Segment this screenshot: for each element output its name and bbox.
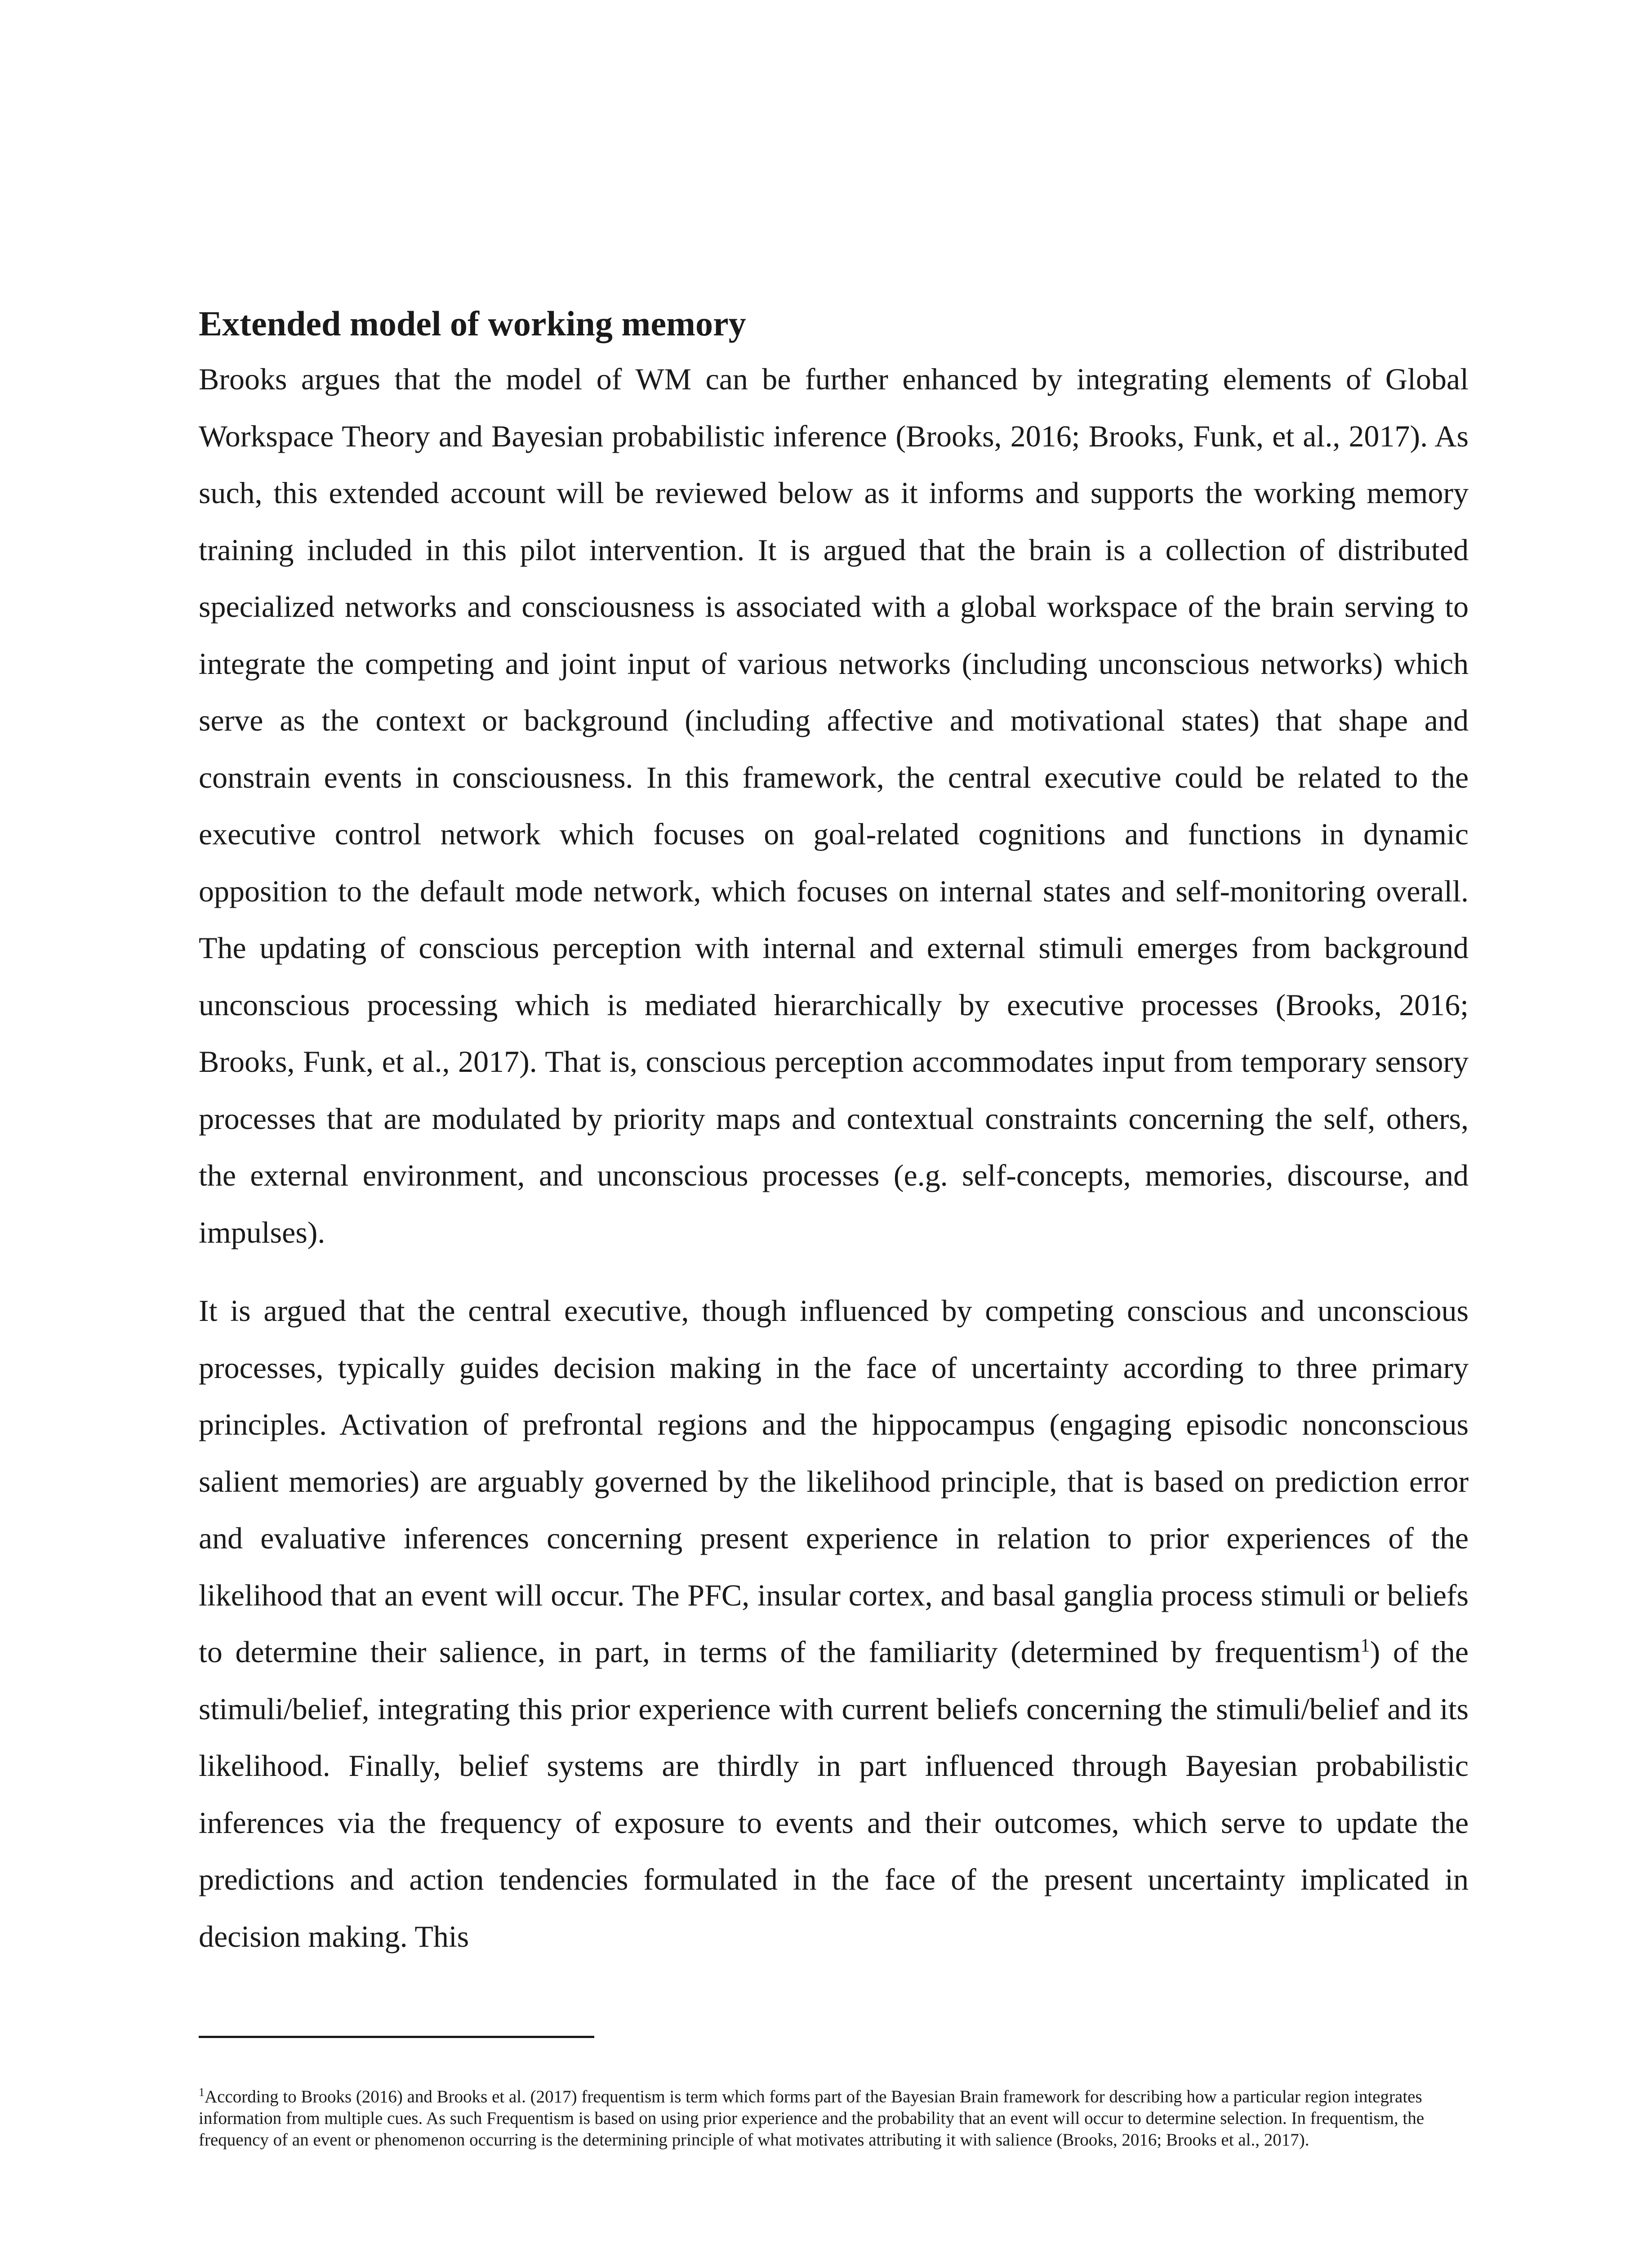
footnote bbox=[199, 2086, 1469, 2151]
footnote-marker: 1 bbox=[199, 2086, 205, 2099]
paragraph-2-text-before-footnote: It is argued that the central executive, though influenced by competing conscious and unconscious processes, typically guides decision making in the face of uncertainty according to three primary principles. Activation of prefrontal regions and the hippocampus (engaging episodic nonconscious salient memories) are arguably governed by the likelihood principle, that is based on prediction error and evaluative inferences concerning present experience in relation to prior experiences of the likelihood that an event will occur. The PFC, insular cortex, and basal ganglia process stimuli or beliefs to determine their salience, in part, in terms of the familiarity (determined by frequentism bbox=[199, 1293, 1469, 1669]
main-content bbox=[199, 297, 1469, 1965]
footnote-separator-rule bbox=[199, 2036, 594, 2038]
paragraph-2 bbox=[199, 1282, 1469, 1965]
footnote-text: According to Brooks (2016) and Brooks et al. (2017) frequentism is term which forms part of the Bayesian Brain framework for describing how a particular region integrates information from multiple cues. As such Frequentism is based on using prior experience and the probability that an event will occur to determine selection. In frequentism, the frequency of an event or phenomenon occurring is the determining principle of what motivates attributing it with salience (Brooks, 2016; Brooks et al., 2017). bbox=[199, 2087, 1425, 2150]
paragraph-1: Brooks argues that the model of WM can be further enhanced by integrating elements of Global Workspace Theory and Bayesian probabilistic inference (Brooks, 2016; Brooks, Funk, et al., 2017). As such, this extended account will be reviewed below as it informs and supports the working memory training included in this pilot intervention. It is argued that the brain is a collection of distributed specialized networks and consciousness is associated with a global workspace of the brain serving to integrate the competing and joint input of various networks (including unconscious networks) which serve as the context or background (including affective and motivational states) that shape and constrain events in consciousness. In this framework, the central executive could be related to the executive control network which focuses on goal-related cognitions and functions in dynamic opposition to the default mode network, which focuses on internal states and self-monitoring overall. The updating of conscious perception with internal and external stimuli emerges from background unconscious processing which is mediated hierarchically by executive processes (Brooks, 2016; Brooks, Funk, et al., 2017). That is, conscious perception accommodates input from temporary sensory processes that are modulated by priority maps and contextual constraints concerning the self, others, the external environment, and unconscious processes (e.g. self-concepts, memories, discourse, and impulses). bbox=[199, 362, 1469, 1249]
footnote-reference-marker: 1 bbox=[1360, 1635, 1370, 1656]
section-heading: Extended model of working memory bbox=[199, 304, 746, 343]
paragraph-2-text-after-footnote: ) of the stimuli/belief, integrating this prior experience with current beliefs concerning the stimuli/belief and its likelihood. Finally, belief systems are thirdly in part influenced through Bayesian probabilistic inferences via the frequency of exposure to events and their outcomes, which serve to update the predictions and action tendencies formulated in the face of the present uncertainty implicated in decision making. This bbox=[199, 1635, 1469, 1954]
